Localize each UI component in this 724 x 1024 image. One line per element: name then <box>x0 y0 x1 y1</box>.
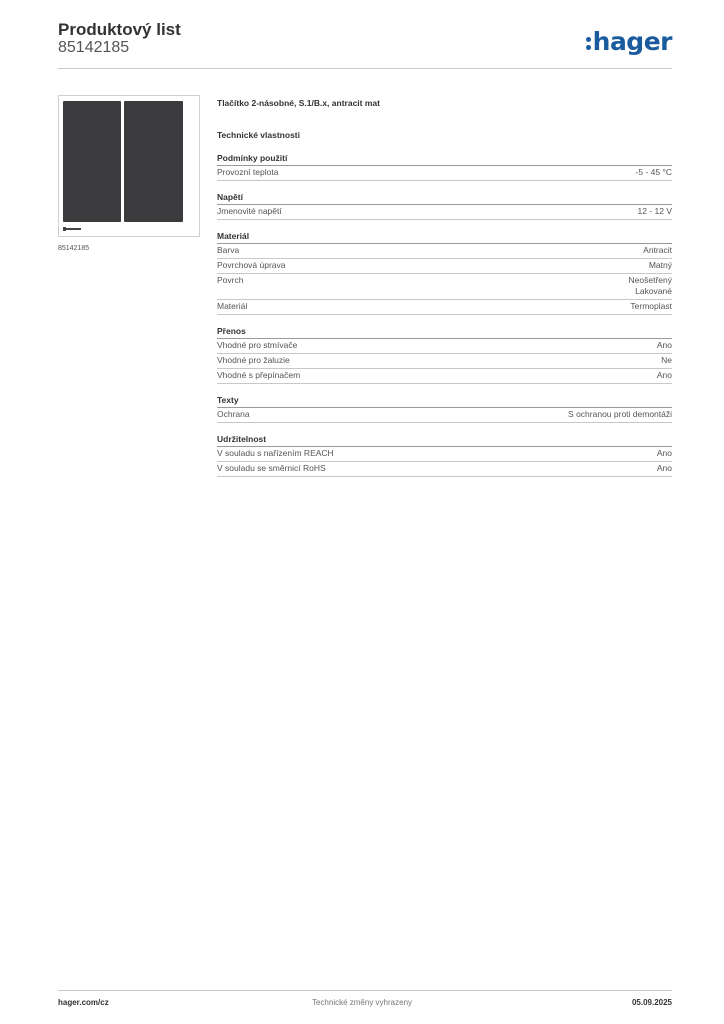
left-rocker-panel <box>63 101 121 222</box>
spec-value <box>657 340 672 351</box>
footer-date: 05.09.2025 <box>631 998 672 1007</box>
spec-row <box>217 244 672 259</box>
spec-label: Povrchová úprava <box>217 260 286 270</box>
spec-value-line: Termoplast <box>630 301 672 311</box>
spec-value <box>657 448 672 459</box>
spec-section <box>217 325 672 384</box>
product-details <box>217 96 672 477</box>
tech-properties-heading: Technické vlastnosti <box>217 130 300 140</box>
spec-value <box>636 167 672 178</box>
spec-label: Materiál <box>217 301 248 311</box>
spec-row <box>217 339 672 354</box>
spec-label: V souladu s nařízením REACH <box>217 448 334 458</box>
spec-section <box>217 152 672 181</box>
spec-value-line: Lakované <box>635 286 672 296</box>
spec-value <box>661 355 672 366</box>
spec-value-line: Ano <box>656 448 672 458</box>
spec-value-line: Ano <box>656 370 672 380</box>
logo-dots-icon <box>586 33 592 51</box>
spec-value <box>643 245 672 256</box>
scale-icon <box>63 227 81 231</box>
spec-section <box>217 191 672 220</box>
footer-divider <box>58 990 672 991</box>
spec-row <box>217 447 672 462</box>
spec-section <box>217 394 672 423</box>
footer-disclaimer: Technické změny vyhrazeny <box>311 998 413 1007</box>
spec-label: Barva <box>217 245 240 255</box>
spec-value-line: Ne <box>661 355 672 365</box>
spec-row <box>217 274 672 300</box>
spec-row <box>217 205 672 220</box>
spec-label: Povrch <box>217 275 244 285</box>
logo-text: hager <box>592 27 672 56</box>
footer-website: hager.com/cz <box>58 998 109 1007</box>
spec-section <box>217 433 672 477</box>
spec-value <box>657 370 672 381</box>
product-number: 85142185 <box>58 39 130 56</box>
spec-value <box>657 463 672 474</box>
spec-label: Vhodné pro stmívače <box>217 340 298 350</box>
section-title: Udržitelnost <box>217 433 672 447</box>
spec-value <box>649 260 672 271</box>
spec-row <box>217 166 672 181</box>
spec-value-line: 12 - 12 V <box>637 206 672 216</box>
spec-row <box>217 300 672 315</box>
spec-sections <box>217 152 672 477</box>
section-title: Napětí <box>217 191 672 205</box>
product-name: Tlačítko 2-násobné, S.1/B.x, antracit mat <box>217 98 380 108</box>
spec-value-line: Ano <box>656 340 672 350</box>
spec-value-line: Matný <box>648 260 672 270</box>
spec-label: V souladu se směrnicí RoHS <box>217 463 326 473</box>
spec-value-line: Antracit <box>643 245 672 255</box>
spec-value <box>630 301 672 312</box>
spec-value-line: -5 - 45 °C <box>635 167 672 177</box>
spec-label: Jmenovité napětí <box>217 206 282 216</box>
spec-row <box>217 462 672 477</box>
spec-row <box>217 354 672 369</box>
section-title: Materiál <box>217 230 672 244</box>
spec-value <box>629 275 672 297</box>
spec-value-line: S ochranou proti demontáži <box>568 409 672 419</box>
spec-label: Provozní teplota <box>217 167 279 177</box>
spec-label: Ochrana <box>217 409 250 419</box>
spec-row <box>217 259 672 274</box>
section-title: Přenos <box>217 325 672 339</box>
spec-label: Vhodné pro žaluzie <box>217 355 290 365</box>
page-title: Produktový list <box>58 20 181 39</box>
spec-value <box>638 206 673 217</box>
section-title: Texty <box>217 394 672 408</box>
spec-row <box>217 408 672 423</box>
hager-logo <box>586 27 672 56</box>
spec-value <box>568 409 672 420</box>
section-title: Podmínky použití <box>217 152 672 166</box>
product-image <box>58 95 200 237</box>
image-caption: 85142185 <box>58 245 90 252</box>
header-divider <box>58 68 672 69</box>
spec-section <box>217 230 672 315</box>
spec-label: Vhodné s přepínačem <box>217 370 301 380</box>
right-rocker-panel <box>124 101 183 222</box>
spec-value-line: Neošetřený <box>628 275 672 285</box>
spec-row <box>217 369 672 384</box>
spec-value-line: Ano <box>656 463 672 473</box>
